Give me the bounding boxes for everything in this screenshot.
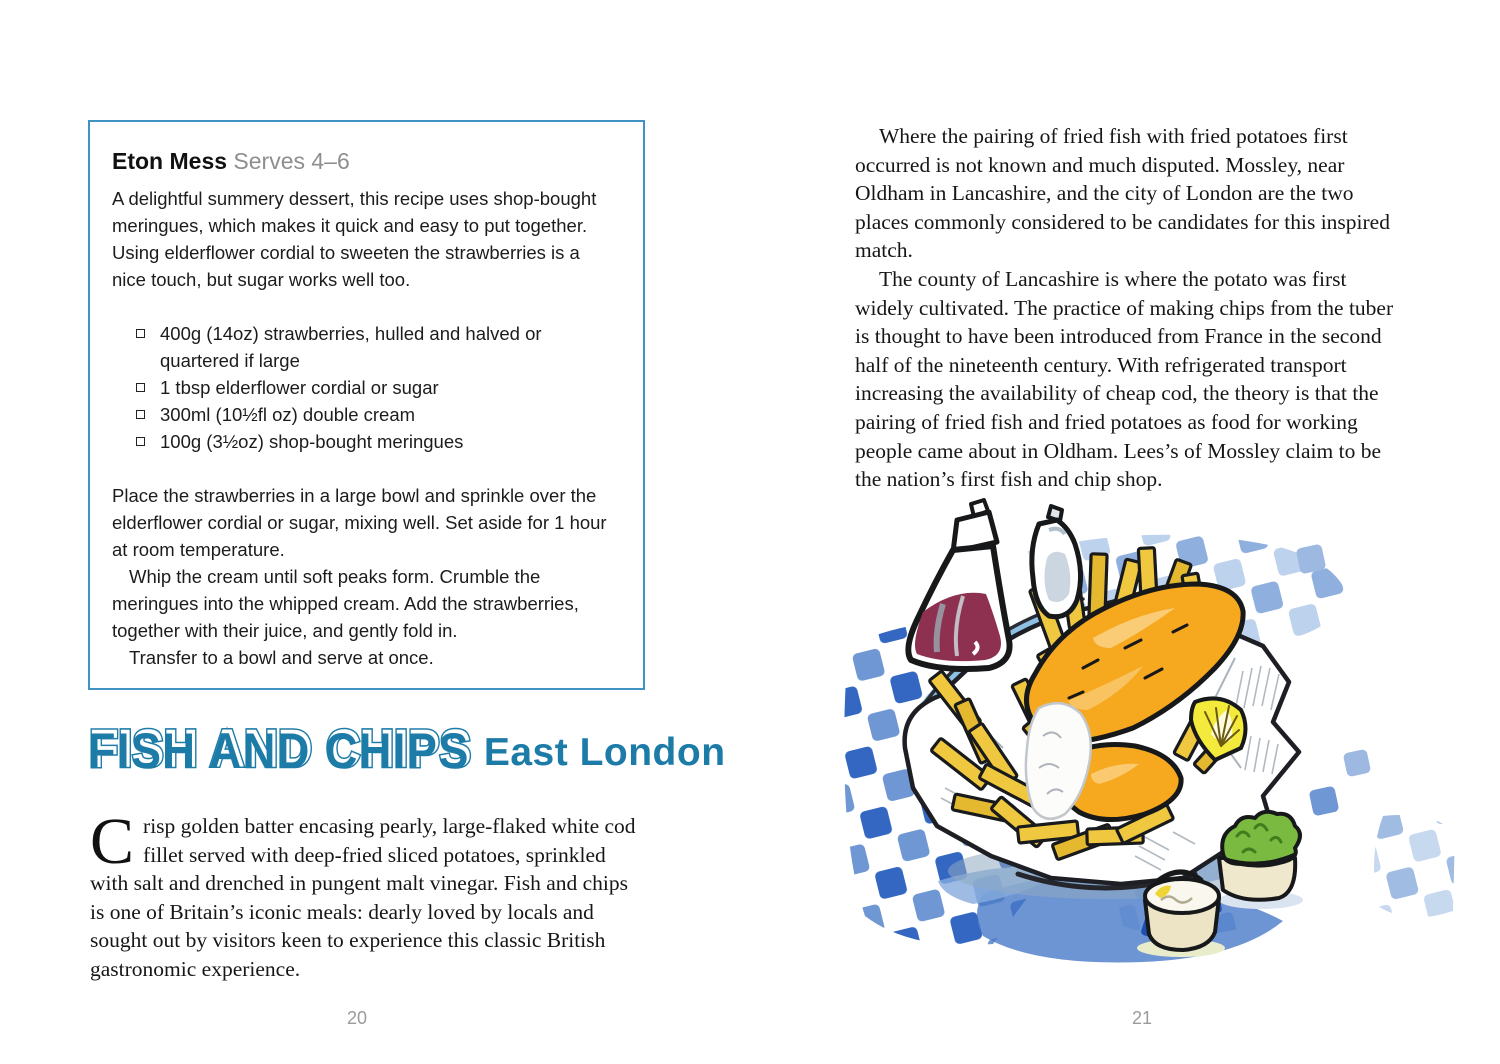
history-text [855, 122, 1403, 494]
ingredient-text: 400g (14oz) strawberries, hulled and halved or quartered if large [160, 323, 542, 371]
dish-name: FISH AND CHIPS FISH AND CHIPS FISH AND CHIPS [90, 720, 472, 778]
vinegar-bottle [908, 500, 1009, 669]
square-bullet-icon [136, 329, 145, 338]
ingredient-item [112, 428, 613, 455]
salt-bottle [1032, 506, 1081, 617]
method-paragraph: Transfer to a bowl and serve at once. [129, 647, 434, 668]
region-name: East London [483, 731, 726, 774]
ingredient-item [112, 320, 613, 374]
recipe-title: Eton Mess [112, 148, 228, 174]
ingredient-item [112, 374, 613, 401]
history-paragraph: Where the pairing of fried fish with fried potatoes first occurred is not known and much disputed. Mossley, near Oldham in Lancashire, and the city of London are the two places commonly considered to be candidates for this inspired match. [855, 124, 1390, 263]
recipe-card [88, 120, 645, 690]
ingredient-text: 1 tbsp elderflower cordial or sugar [160, 377, 439, 398]
ingredient-text: 100g (3½oz) shop-bought meringues [160, 431, 464, 452]
method-paragraph: Whip the cream until soft peaks form. Crumble the meringues into the whipped cream. Add the strawberries, together with their juice, and gently fold in. [112, 566, 579, 641]
ingredient-item [112, 401, 613, 428]
section-heading [90, 719, 726, 778]
recipe-title-line [112, 146, 613, 176]
recipe-description: A delightful summery dessert, this recipe uses shop-bought meringues, which makes it quick and easy to put together. Using elderflower cordial to sweeten the strawberries is a nice touch, but sugar works well too. [112, 188, 597, 290]
serves-label: Serves 4–6 [233, 148, 350, 174]
square-bullet-icon [136, 383, 145, 392]
ingredient-text: 300ml (10½fl oz) double cream [160, 404, 416, 425]
square-bullet-icon [136, 437, 145, 446]
intro-paragraph [90, 805, 638, 983]
method-paragraph: Place the strawberries in a large bowl and sprinkle over the elderflower cordial or sugar, mixing well. Set aside for 1 hour at room temperature. [112, 485, 607, 560]
intro-text: risp golden batter encasing pearly, large-flaked white cod fillet served with deep-fried sliced potatoes, sprinkled with salt and drenched in pungent malt vinegar. Fish and chips is one of Britain’s iconic meals: dearly loved by locals and sought out by visitors keen to experience this classic British gastronomic experience. [90, 814, 636, 981]
fish-and-chips-illustration [843, 496, 1463, 993]
history-paragraph: The county of Lancashire is where the potato was first widely cultivated. The practice of making chips from the tuber is thought to have been introduced from France in the second half of the nineteenth century. With refrigerated transport increasing the availability of cheap cod, the theory is that the pairing of fried fish and fried potatoes as food for working people came about in Oldham. Lees’s of Mossley claim to be the nation’s first fish and chip shop. [855, 266, 1394, 492]
ingredients-list [112, 320, 613, 455]
drop-cap: C [90, 805, 135, 878]
method-steps [112, 482, 613, 671]
square-bullet-icon [136, 410, 145, 419]
mushy-peas-tub [1219, 812, 1303, 909]
page-number-left: 20 [346, 1008, 368, 1028]
page-number-right: 21 [1131, 1008, 1153, 1028]
